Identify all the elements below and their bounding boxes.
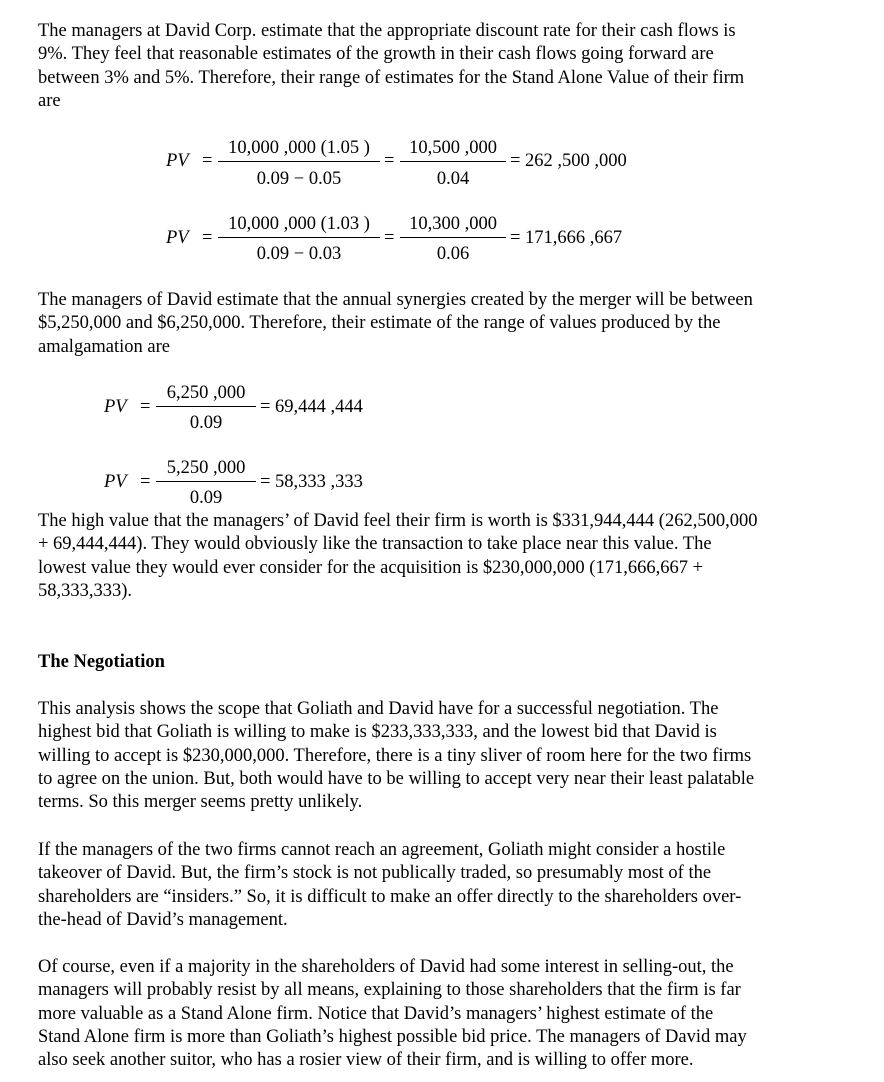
denominator: 0.06	[436, 244, 470, 264]
result: = 262 ,500 ,000	[510, 151, 627, 171]
equals-sign: =	[202, 228, 213, 248]
pv-label: PV	[166, 151, 189, 171]
fraction-bar	[218, 161, 380, 162]
takeover-paragraph: If the managers of the two firms cannot reach an agreement, Goliath might consider a hostile takeover of David. But, the firm’s stock is not publically traded, so presumably most of the shareholders are “insiders.” So, it is difficult to make an offer directly to the shareholders over- the-head of David’s management.	[38, 840, 742, 930]
result: = 58,333 ,333	[260, 472, 363, 492]
denominator: 0.09 − 0.03	[256, 244, 342, 264]
section-heading: The Negotiation	[38, 652, 165, 672]
resistance-paragraph: Of course, even if a majority in the shareholders of David had some interest in selling-out, the managers will probably resist by all means, explaining to those shareholders that the firm is far more valuable as a Stand Alone firm. Notice that David’s managers’ highest estimate of the Stand Alone firm is more than Goliath’s highest possible bid price. The managers of David may also seek another suitor, who has a rosier view of their firm, and is willing to offer more.	[38, 957, 747, 1071]
valuation-paragraph: The high value that the managers’ of David feel their firm is worth is $331,944,444 (262,500,000 + 69,444,444). They would obviously like the transaction to take place near this value. The lowest value they would ever consider for the acquisition is $230,000,000 (171,666,667 + 58,333,333).	[38, 511, 758, 601]
fraction-bar	[156, 406, 256, 407]
numerator: 10,500 ,000	[409, 138, 497, 158]
result: = 69,444 ,444	[260, 397, 363, 417]
intro-paragraph: The managers at David Corp. estimate that the appropriate discount rate for their cash flows is 9%. They feel that reasonable estimates of the growth in their cash flows going forward are between 3% and 5%. Therefore, their range of estimates for the Stand Alone Value of their firm are	[38, 21, 745, 111]
numerator: 5,250 ,000	[166, 458, 246, 478]
equals-sign: =	[384, 228, 395, 248]
denominator: 0.09	[189, 413, 223, 433]
equals-sign: =	[384, 151, 395, 171]
equals-sign: =	[140, 397, 151, 417]
denominator: 0.04	[436, 169, 470, 189]
numerator: 10,000 ,000 (1.03 )	[228, 214, 370, 234]
pv-label: PV	[104, 397, 127, 417]
numerator: 10,300 ,000	[409, 214, 497, 234]
fraction-bar	[400, 237, 506, 238]
fraction-bar	[400, 161, 506, 162]
result: = 171,666 ,667	[510, 228, 623, 248]
numerator: 6,250 ,000	[166, 383, 246, 403]
equals-sign: =	[202, 151, 213, 171]
pv-label: PV	[166, 228, 189, 248]
denominator: 0.09	[189, 488, 223, 508]
denominator: 0.09 − 0.05	[256, 169, 342, 189]
negotiation-paragraph: This analysis shows the scope that Goliath and David have for a successful negotiation. The highest bid that Goliath is willing to make is $233,333,333, and the lowest bid that David is willing to accept is $230,000,000. Therefore, there is a tiny sliver of room here for the two firms to agree on the union. But, both would have to be willing to accept very near their least palatable terms. So this merger seems pretty unlikely.	[38, 699, 755, 813]
numerator: 10,000 ,000 (1.05 )	[228, 138, 370, 158]
pv-label: PV	[104, 472, 127, 492]
equals-sign: =	[140, 472, 151, 492]
fraction-bar	[218, 237, 380, 238]
synergy-paragraph: The managers of David estimate that the annual synergies created by the merger will be between $5,250,000 and $6,250,000. Therefore, their estimate of the range of values produced by the amalgamation are	[38, 290, 753, 357]
fraction-bar	[156, 481, 256, 482]
